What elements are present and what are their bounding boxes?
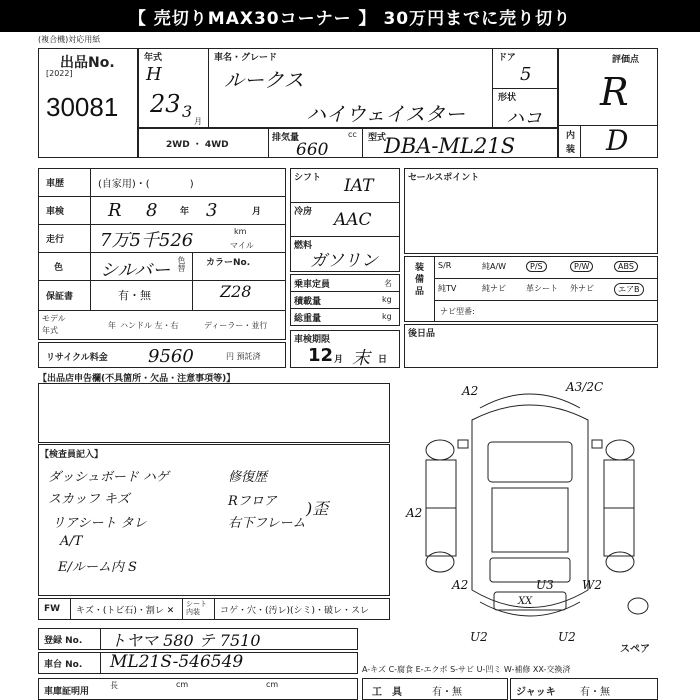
- shape-value: ハコ: [506, 108, 542, 129]
- fw-label: FW: [44, 604, 61, 614]
- inspector-note-7: Rフロア: [228, 494, 277, 509]
- mirror-left: [458, 440, 468, 448]
- inspection-month-unit: 月: [252, 207, 262, 217]
- diagram-mark-6: W2: [582, 578, 602, 592]
- equipment-item: エアB: [614, 283, 644, 296]
- inspector-note-3: リアシート タレ: [52, 516, 147, 531]
- equipment-row-1: [438, 261, 654, 275]
- model-row-label-year: 年式: [42, 326, 58, 335]
- roof: [492, 488, 568, 552]
- aircon-value: AAC: [334, 210, 372, 230]
- cert-cm-1: cm: [176, 680, 189, 689]
- car-body-outline: [472, 405, 588, 608]
- equipment-item: P/S: [526, 261, 547, 272]
- color-value: シルバー: [100, 260, 171, 281]
- wheel-front-right: [606, 440, 634, 460]
- equipment-label: 装備品: [413, 262, 423, 298]
- front-bumper: [480, 394, 580, 408]
- capacity-unit: 名: [384, 279, 392, 288]
- diagram-mark-5: A2: [452, 578, 469, 592]
- chassis-value: ML21S-546549: [110, 652, 244, 672]
- inspection-label: 車検: [46, 207, 65, 217]
- shift-label: シフト: [294, 173, 322, 183]
- fuel-value: ガソリン: [310, 251, 378, 271]
- model-row-handle: ハンドル 左・右: [120, 321, 179, 330]
- tools-label: 工 具: [372, 687, 402, 698]
- wheel-rear-right: [606, 552, 634, 572]
- chassis-label: 車台 No.: [44, 660, 83, 670]
- interior-label-top: 内: [566, 131, 576, 141]
- color-no-value: Z28: [220, 282, 252, 301]
- inspection-year: 8: [146, 200, 158, 221]
- equipment-item: ABS: [614, 261, 638, 272]
- spare-label: スペア: [620, 644, 650, 655]
- car-name: ルークス: [224, 68, 304, 92]
- model-year-month: 3: [182, 102, 193, 121]
- equipment-item: 純TV: [438, 284, 457, 293]
- inspector-note-6: 修復歴: [228, 470, 268, 485]
- inspector-note-8: 右下フレーム: [228, 516, 306, 531]
- drive-label: 2WD ・ 4WD: [166, 140, 229, 150]
- inspector-header: 【検査員記入】: [40, 450, 104, 460]
- damage-legend: A-キズ C-腐食 E-エクボ S-サビ U-凹ミ W-補修 XX-交換済: [362, 665, 571, 674]
- model-code-value: DBA-ML21S: [384, 134, 516, 158]
- aftermarket-box: [404, 324, 658, 368]
- mileage-value: 7万5千526: [100, 230, 194, 251]
- warranty-options: 有・無: [118, 289, 151, 302]
- model-year-label: 年式: [144, 53, 163, 63]
- jack-options: 有・無: [580, 687, 610, 698]
- registration-end-month-unit: 月: [334, 355, 344, 365]
- report-header: 【出品店申告欄(不具箇所・欠品・注意事項等)】: [38, 374, 236, 384]
- registration-end-label: 車検期限: [294, 335, 331, 345]
- inspection-era: R: [108, 200, 122, 221]
- equipment-item: 外ナビ: [570, 284, 594, 293]
- aftermarket-label: 後日品: [408, 329, 436, 339]
- registration-end-day: 日: [378, 355, 388, 365]
- rear-window: [490, 558, 570, 582]
- color-label: 色: [54, 263, 64, 273]
- capacity-label: 乗車定員: [294, 280, 331, 290]
- diagram-mark-9: U2: [558, 630, 576, 644]
- model-row-year-unit: 年: [108, 321, 116, 330]
- jack-label: ジャッキ: [516, 687, 556, 698]
- model-row-label-model: モデル: [42, 314, 66, 323]
- shape-label: 形状: [498, 93, 517, 103]
- displacement-label: 排気量: [272, 133, 300, 143]
- diagram-mark-3: A2: [406, 506, 423, 520]
- fuel-label: 燃料: [294, 241, 313, 251]
- inspector-note-9: )歪: [306, 499, 329, 518]
- history-label: 車歴: [46, 179, 65, 189]
- interior-score: D: [606, 124, 629, 157]
- load-label: 積載量: [294, 297, 322, 307]
- model-code-label: 型式: [368, 133, 387, 143]
- inspector-note-4: A/T: [60, 534, 83, 549]
- report-box: [38, 383, 390, 443]
- mileage-unit-mile: マイル: [230, 241, 254, 250]
- color-change-label: 色替: [177, 256, 186, 272]
- windshield: [488, 442, 572, 482]
- interior-label-bottom: 装: [566, 145, 576, 155]
- inspector-note-2: スカッフ キズ: [48, 492, 130, 507]
- load-unit: kg: [382, 295, 392, 304]
- weight-label: 総重量: [294, 314, 322, 324]
- form-note: (複合機)対応用紙: [38, 35, 101, 44]
- inspector-note-1: ダッシュボード ハゲ: [48, 470, 169, 485]
- history-options: (自家用)・( ): [98, 179, 194, 190]
- cert-long: 長: [110, 681, 118, 690]
- wheel-front-left: [426, 440, 454, 460]
- car-grade: ハイウェイスター: [306, 102, 465, 126]
- fw-items: キズ・(トビ石)・割レ ✕: [76, 606, 175, 616]
- equipment-row-2: [438, 283, 654, 297]
- equipment-item: 純ナビ: [482, 284, 506, 293]
- sales-points-label: セールスポイント: [408, 173, 480, 183]
- recycle-label: リサイクル料金: [46, 353, 108, 363]
- car-name-label: 車名・グレード: [214, 53, 278, 63]
- equipment-item: 純A/W: [482, 262, 507, 271]
- equipment-item: S/R: [438, 261, 452, 270]
- diagram-mark-8: U2: [470, 630, 488, 644]
- reg-number-value: トヤマ 580 テ 7510: [110, 631, 261, 650]
- wheel-rear-left: [426, 552, 454, 572]
- registration-end-month: 12: [308, 345, 334, 366]
- mirror-right: [592, 440, 602, 448]
- weight-unit: kg: [382, 312, 392, 321]
- equipment-item: P/W: [570, 261, 593, 272]
- warranty-label: 保証書: [46, 292, 74, 302]
- mileage-unit-km: km: [234, 227, 247, 236]
- diagram-mark-2: A3/2C: [566, 380, 604, 394]
- sheet-items: コゲ・穴・(汚レ)(シミ)・破レ・スレ: [220, 606, 370, 616]
- year-stamp: [2022]: [46, 69, 73, 78]
- inspector-note-5: E/ルーム内 S: [58, 560, 137, 575]
- recycle-unit: 円 預託済: [226, 352, 261, 361]
- shift-value: IAT: [344, 176, 374, 196]
- cert-cm-2: cm: [266, 680, 279, 689]
- mileage-label: 走行: [46, 235, 65, 245]
- model-year-era: H: [146, 64, 162, 85]
- inspection-month: 3: [206, 200, 218, 221]
- diagram-mark-1: A2: [462, 384, 479, 398]
- lot-label: 出品No.: [60, 55, 115, 71]
- inspection-year-unit: 年: [180, 207, 190, 217]
- displacement-value: 660: [296, 140, 329, 160]
- month-unit: 月: [194, 117, 202, 126]
- diagram-mark-4: U3: [536, 578, 554, 592]
- reg-number-label: 登録 No.: [44, 636, 83, 646]
- diagram-mark-7: XX: [518, 596, 533, 607]
- model-row-dealer: ディーラー・並行: [204, 321, 268, 330]
- cert-label: 車庫証明用: [44, 687, 90, 697]
- evaluation-label: 評価点: [612, 55, 640, 65]
- sale-corner-banner: 【 売切りMAX30コーナー 】 30万円までに売り切り: [0, 0, 700, 32]
- recycle-value: 9560: [148, 346, 194, 367]
- tools-options: 有・無: [432, 687, 462, 698]
- equipment-item: 革シート: [526, 284, 558, 293]
- doors-label: ドア: [498, 53, 516, 63]
- sheet-label: シート内装: [186, 600, 207, 616]
- aircon-label: 冷房: [294, 207, 313, 217]
- lot-number: 30081: [46, 92, 119, 122]
- doors-value: 5: [520, 64, 532, 85]
- spare-tire: [628, 598, 648, 614]
- displacement-unit: cc: [348, 130, 357, 139]
- color-no-label: カラーNo.: [206, 258, 251, 268]
- navi-model-label: ナビ型番:: [440, 307, 475, 316]
- model-year-value: 23: [150, 90, 181, 118]
- evaluation-score: R: [600, 70, 629, 114]
- registration-end-status: 末: [352, 348, 370, 369]
